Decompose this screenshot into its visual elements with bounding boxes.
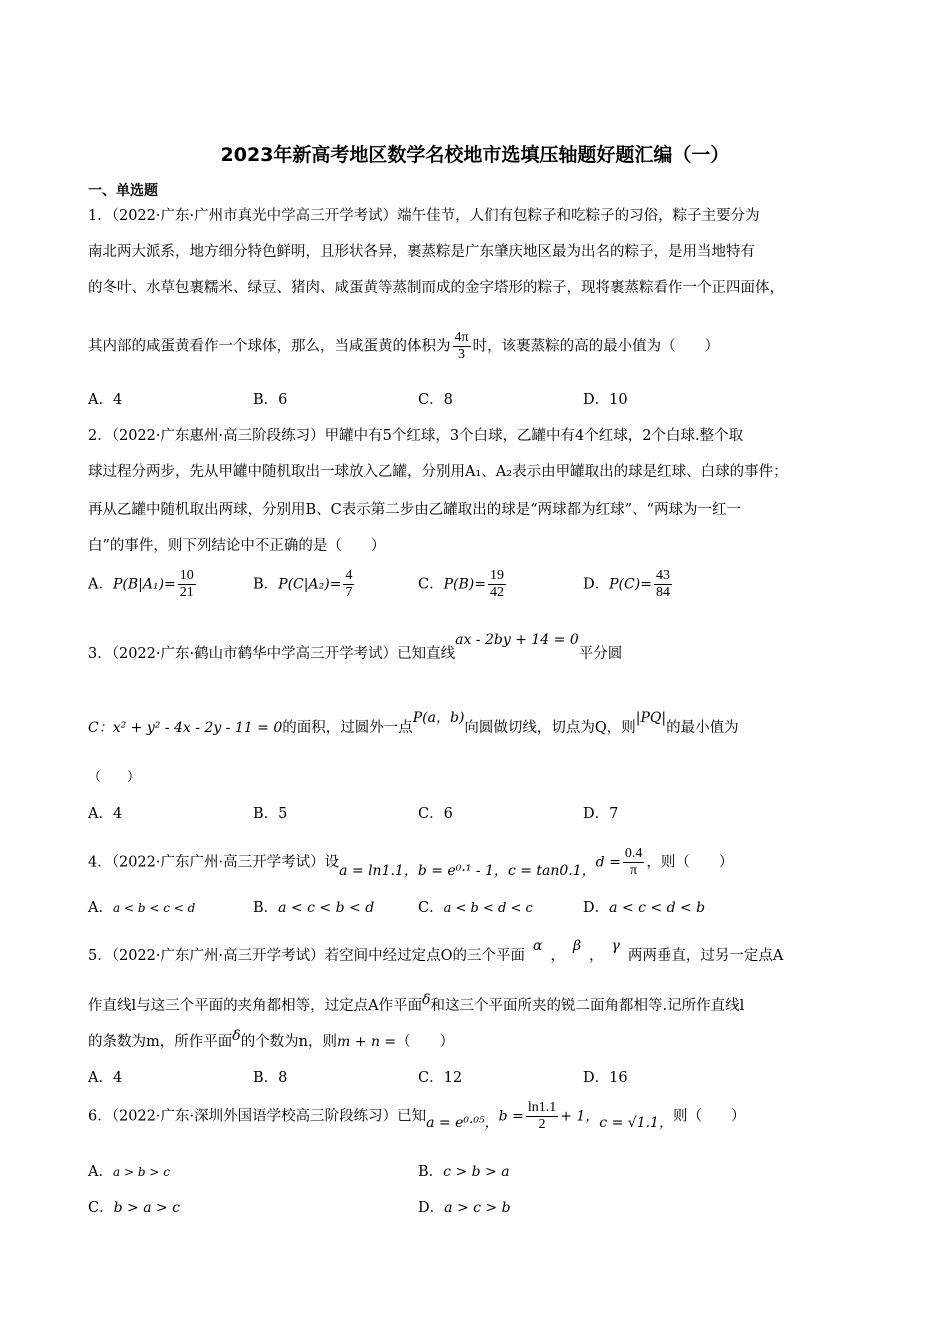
page-title: 2023年新高考地区数学名校地市选填压轴题好题汇编（一）: [220, 144, 730, 166]
q1-option-c: C．8: [418, 392, 453, 408]
q5-option-a: A．4: [88, 1070, 123, 1086]
q1-line-4: [88, 330, 719, 363]
q3-point: P(a，b): [412, 710, 465, 726]
q4-d-fraction: $\frac{0.4}{\pi}$: [624, 846, 643, 878]
q5-alpha: α: [532, 938, 543, 954]
q2-option-b-fraction: $\frac{4}{7}$: [345, 568, 353, 600]
q1-line-2: 南北两大派系，地方细分特色鲜明，且形状各异，裹蒸粽是广东肇庆地区最为出名的粽子，是用当地特有: [88, 244, 755, 260]
q2-option-d: D．P(C)= $\frac{43}{84}$: [583, 568, 670, 600]
q1-volume-fraction: $\frac{4\pi}{3}$: [454, 330, 469, 362]
section-heading: 一、单选题: [88, 183, 158, 199]
q2-option-a-fraction: $\frac{10}{21}$: [179, 568, 194, 600]
q2-option-c-fraction: $\frac{19}{42}$: [489, 568, 504, 600]
q1-option-d: D．10: [583, 392, 628, 408]
q2-option-d-fraction: $\frac{43}{84}$: [655, 568, 670, 600]
q3-option-a: A．4: [88, 806, 123, 822]
q1-line-4-pre: 其内部的咸蛋黄看作一个球体，那么，当咸蛋黄的体积为: [88, 338, 451, 355]
q3-circle-equation: C：x² + y² - 4x - 2y - 11 = 0: [88, 720, 283, 736]
q3-line-3: （ ）: [88, 770, 141, 785]
q3-option-b: B．5: [253, 806, 288, 822]
q2-option-c: C．P(B)= $\frac{19}{42}$: [418, 568, 504, 600]
q3-line-1: 3．（2022·广东·鹤山市鹤华中学高三开学考试）已知直线ax - 2by + 14 = 0平分圆: [88, 632, 623, 662]
q1-line-4-post: 时，该裹蒸粽的高的最小值为（ ）: [472, 338, 720, 355]
q4-line: 4．（2022·广东广州·高三开学考试）设a = ln1.1，b = e⁰·¹ - 1，c = tan0.1，d = $\frac{0.4}{\pi}$ ，则（ ）: [88, 846, 734, 879]
q3-line-equation: ax - 2by + 14 = 0: [455, 632, 579, 648]
q2-line-3: 再从乙罐中随机取出两球，分别用B、C表示第二步由乙罐取出的球是“两球都为红球”、“两球为一红一: [88, 502, 741, 518]
q6-option-c: C．b > a > c: [88, 1200, 181, 1216]
q4-option-a: A．a < b < c < d: [88, 900, 196, 916]
q5-line-2: 作直线l与这三个平面的夹角都相等，过定点A作平面δ和这三个平面所夹的锐二面角都相等.记所作直线l: [88, 992, 745, 1014]
q5-line-1: 5．（2022·广东广州·高三开学考试）若空间中经过定点O的三个平面α，β，γ两两垂直，过另一定点A: [88, 938, 784, 964]
q5-option-c: C．12: [418, 1070, 463, 1086]
q1-line-3: 的冬叶、水草包裹糯米、绿豆、猪肉、咸蛋黄等蒸制而成的金字塔形的粽子，现将裹蒸粽看作一个正四面体，: [88, 280, 784, 296]
q2-line-2: 球过程分两步，先从甲罐中随机取出一球放入乙罐，分别用A₁、A₂表示由甲罐取出的球是红球、白球的事件；: [88, 464, 788, 480]
q1-line-1: 1．（2022·广东·广州市真光中学高三开学考试）端午佳节，人们有包粽子和吃粽子的习俗，粽子主要分为: [88, 208, 760, 224]
q5-line-3: 的条数为m，所作平面δ的个数为n，则m + n =（ ）: [88, 1028, 455, 1050]
q3-pq: |PQ|: [635, 710, 667, 726]
q1-option-b: B．6: [253, 392, 288, 408]
q2-option-b: B．P(C|A₂)= $\frac{4}{7}$: [253, 568, 353, 600]
q3-option-c: C．6: [418, 806, 453, 822]
q4-option-c: C．a < b < d < c: [418, 900, 533, 916]
q6-option-a: A．a > b > c: [88, 1164, 170, 1180]
q2-line-1: 2．（2022·广东惠州·高三阶段练习）甲罐中有5个红球，3个白球，乙罐中有4个红球，2个白球.整个取: [88, 428, 744, 444]
q6-option-b: B．c > b > a: [418, 1164, 510, 1180]
q4-option-b: B．a < c < b < d: [253, 900, 375, 916]
q5-beta: β: [572, 938, 582, 954]
q5-gamma: γ: [611, 938, 620, 954]
q1-option-a: A．4: [88, 392, 123, 408]
q5-option-d: D．16: [583, 1070, 628, 1086]
q3-line-2: C：x² + y² - 4x - 2y - 11 = 0的面积，过圆外一点P(a，b)向圆做切线，切点为Q，则|PQ|的最小值为: [88, 710, 739, 736]
q3-option-d: D．7: [583, 806, 619, 822]
q6-option-d: D．a > c > b: [418, 1200, 511, 1216]
q6-line: 6．（2022·广东·深圳外国语学校高三阶段练习）已知a = e⁰·⁰⁵，b = $\frac{\ln 1.1}{2}$ + 1，c = √1.1，则（ ）: [88, 1100, 746, 1132]
q4-option-d: D．a < c < d < b: [583, 900, 706, 916]
q6-b-fraction: $\frac{\ln 1.1}{2}$: [527, 1100, 557, 1132]
q5-delta: δ: [422, 992, 431, 1008]
q2-line-4: 白”的事件，则下列结论中不正确的是（ ）: [88, 538, 386, 554]
q2-option-a: A．P(B|A₁)= $\frac{10}{21}$: [88, 568, 194, 600]
q5-option-b: B．8: [253, 1070, 288, 1086]
